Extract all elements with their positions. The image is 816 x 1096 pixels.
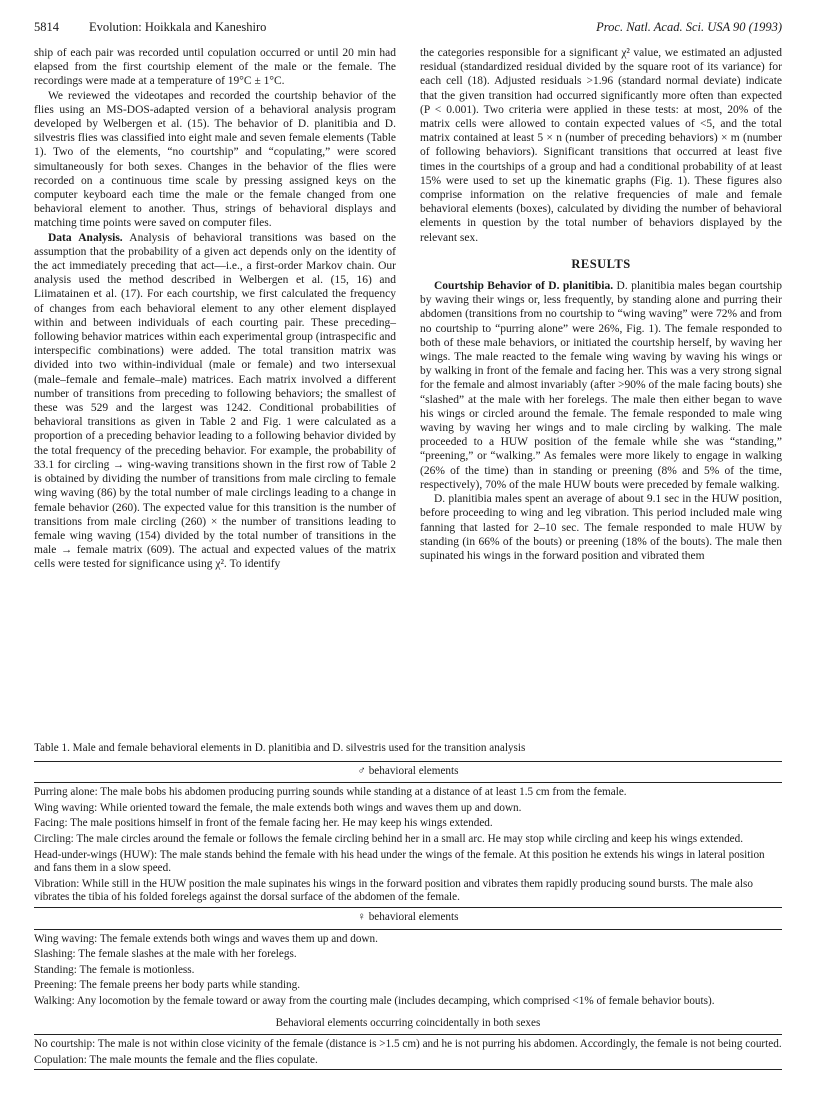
left-column xyxy=(34,46,396,572)
journal-citation: Proc. Natl. Acad. Sci. USA 90 (1993) xyxy=(596,20,782,34)
table-rule xyxy=(34,907,782,908)
table-entry: Wing waving: While oriented toward the female, the male extends both wings and waves them up and down. xyxy=(34,801,522,814)
paragraph xyxy=(420,279,782,492)
female-elements-heading: ♀ behavioral elements xyxy=(357,910,459,923)
section-heading-data-analysis: Data Analysis. xyxy=(48,231,123,244)
table-rule-top xyxy=(34,761,782,762)
table-entry: Slashing: The female slashes at the male with her forelegs. xyxy=(34,948,297,961)
paragraph-text: Analysis of behavioral transitions was based on the assumption that the probability of a given act depends only on the identity of the act immediately preceding that act—i.e., a first-order Markov chain. Our analysis used the method described in Welbergen et al. (15, 16) and Liimatainen et al. (17). For each courtship, we first calculated the frequency of changes from each behavioral element to any other element displayed within and between individuals of each courting pair. These preceding–following behavior matrices within each experimental group (intraspecific and interspecific combinations) were added. The total transition matrix was divided into two within-individual (male or female) and two intersexual (male–female and female–male) matrices. Each matrix involved a different number of transitions from preceding to following behaviors; the smallest of these was 529 and the largest was 1242. Conditional probabilities of behavioral transitions as given in Table 2 and Fig. 1 were calculated as a proportion of a preceding behavior leading to a following behavior divided by the total frequency of the preceding behavior. For example, the probability of 33.1 for circling → wing-waving transitions shown in the first row of Table 2 is obtained by dividing the number of transitions from male circling to female wing waving (86) by the total number of male circlings leading to a change in female behavior (260). The expected value for this transition is the number of transitions from male circling (260) × the number of transitions leading to female wing waving (154) divided by the total number of transitions in the male → female matrix (609). The actual and expected values of the matrix cells were tested for significance using χ². To identify xyxy=(34,231,397,571)
both-elements-list xyxy=(34,1038,782,1067)
table-entry: No courtship: The male is not within close vicinity of the female (distance is >1.5 cm) and he is not purring his abdomen. Accordingly, the female is not being courted. xyxy=(34,1038,782,1051)
page-number: 5814 xyxy=(34,20,59,34)
table-entry: Copulation: The male mounts the female and the flies copulate. xyxy=(34,1053,318,1066)
table-entry: Circling: The male circles around the female or follows the female circling behind her in a small arc. He may stop while circling and keep his wings extended. xyxy=(34,832,744,845)
table-entry: Head-under-wings (HUW): The male stands behind the female with his head under the wings of the female. At this position he extends his wings in lateral position and fans them in a slow speed. xyxy=(34,848,765,875)
paragraph: D. planitibia males spent an average of about 9.1 sec in the HUW position, before proceeding to wing and leg vibration. This period included male wing fanning that lasted for 2–10 sec. The female responded to male HUW by standing (in 66% of the bouts) or preening (18% of the bouts). The male then supinated his wings in the forward position and vibrated them xyxy=(420,493,782,562)
paragraph: the categories responsible for a significant χ² value, we estimated an adjusted residual (standardized residual divided by the square root of its variance) for each cell (18). Adjusted residuals >1.96 (standard normal deviate) indicate that the given transition had occurred significantly more often than expected (P < 0.001). Two criteria were applied in these tests: at most, 20% of the matrix cells were allowed to contain expected values of <5, and the total matrix contained at least 5 × n (number of preceding behaviors) × m (number of following behaviors). Significant transitions that occurred at least five times in the courtships of a group and had a conditional probability of at least 15% were used to set up the kinematic graphs (Fig. 1). These figures also comprise information on the relative frequencies of male and female behavioral elements (boxes), calculated by dividing the number of behavioral elements in question by the total number of behaviors displayed by the relevant sex. xyxy=(420,47,782,244)
paragraph-text: D. planitibia males began courtship by waving their wings or, less frequently, by standing alone and purring their abdomen (transitions from no courtship to “wing waving” were 72% and from no courtship to “purring alone” were 26%, Fig. 1). The female responded to both of these male behaviors, or initiated the courtship herself, by waving her wings. The male reacted to the female wing waving by waving his wings or by walking in front of the female and facing her. This was a very strong signal for the female and almost invariably (after >90% of the male facing bouts) she “slashed” at the male with her forelegs. The male then either began to wave his wings or circled around the female. The female responded to male wing waving by waving her wings and to male circling by walking. The male proceeded to a HUW position of the female while she was “standing,” “preening,” or “walking.” As females were more likely to engage in walking (26% of the time) than in standing or preening (8% and 5% of the time, respectively), 70% of the male HUW bouts were preceded by female walking. xyxy=(420,280,782,491)
male-elements-list xyxy=(34,786,782,905)
table-rule-bottom xyxy=(34,1069,782,1070)
right-column xyxy=(420,46,782,563)
both-sexes-heading: Behavioral elements occurring coincidentally in both sexes xyxy=(275,1016,541,1029)
table-entry: Facing: The male positions himself in front of the female facing her. He may keep his wings extended. xyxy=(34,817,493,830)
page-header xyxy=(34,20,782,38)
paragraph: We reviewed the videotapes and recorded the courtship behavior of the flies using an MS-DOS-adapted version of a behavioral analysis program developed by Welbergen et al. (15). The behavior of D. planitibia and D. silvestris flies was classified into eight male and seven female elements (Table 1). Two of the elements, “no courtship” and “copulating,” were scored simultaneously for both sexes. Changes in the behavior of the flies were recorded on a continuous time scale by pressing assigned keys on the computer keyboard each time the male or the female changed from one behavioral element to another. Thus, strings of behavioral displays and matching time points were saved on computer files. xyxy=(34,89,396,230)
running-title: Evolution: Hoikkala and Kaneshiro xyxy=(89,20,267,34)
table-entry: Purring alone: The male bobs his abdomen producing purring sounds while standing at a distance of at least 1.5 cm from the female. xyxy=(34,786,627,799)
table-entry: Walking: Any locomotion by the female toward or away from the courting male (includes decamping, which comprised <1% of female behavior bouts). xyxy=(34,994,715,1007)
subsection-heading: Courtship Behavior of D. planitibia. xyxy=(434,280,614,293)
table-entry: Wing waving: The female extends both wings and waves them up and down. xyxy=(34,932,378,945)
table-1 xyxy=(34,742,782,1070)
table-entry: Preening: The female preens her body parts while standing. xyxy=(34,979,301,992)
table-caption: Table 1. Male and female behavioral elements in D. planitibia and D. silvestris used for the transition analysis xyxy=(34,742,526,754)
paragraph xyxy=(34,231,396,572)
paragraph: ship of each pair was recorded until copulation occurred or until 20 min had elapsed from the first courtship element of the male or the female. The recordings were made at a temperature of 19°C ± 1°C. xyxy=(34,47,396,88)
results-heading: RESULTS xyxy=(571,256,631,271)
table-entry: Standing: The female is motionless. xyxy=(34,963,195,976)
male-elements-heading: ♂ behavioral elements xyxy=(357,764,459,777)
table-entry: Vibration: While still in the HUW position the male supinates his wings in the forward position and vibrates them rapidly producing sound bursts. The male also vibrates the tibia of his folded forelegs against the dorsal surface of the abdomen of the female. xyxy=(34,877,753,904)
female-elements-list xyxy=(34,933,782,1009)
